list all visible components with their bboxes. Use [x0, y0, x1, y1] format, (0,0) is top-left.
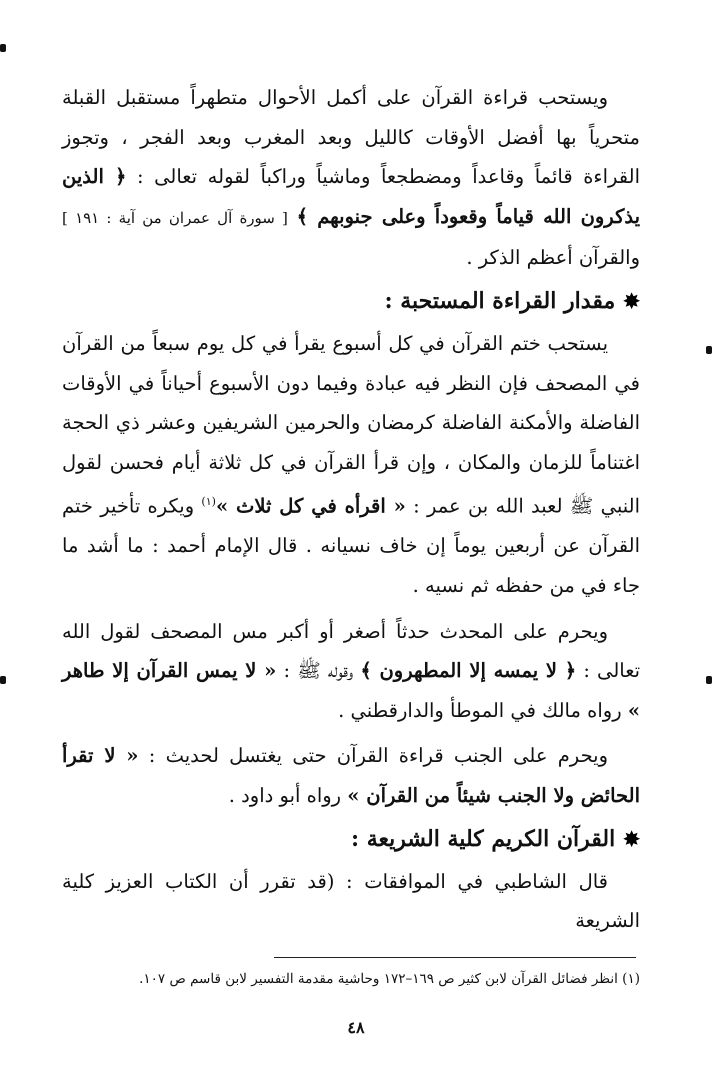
paragraph-recitation-etiquette — [62, 78, 640, 278]
paragraph-khatm — [62, 324, 640, 606]
paragraph-text: رواه مالك في الموطأ والدارقطني . — [338, 698, 622, 722]
hadith-quote: « لا يمس القرآن إلا طاهر » — [62, 659, 640, 722]
paragraph-shatibi — [62, 862, 640, 941]
paragraph-text: ويكره تأخير ختم القرآن عن أربعين يوماً إن خاف نسيانه . قال الإمام أحمد : ما أشد ما جاء في من حفظه ثم نسيه . — [62, 494, 640, 598]
paragraph-text: قال الشاطبي في الموافقات : (قد تقرر أن الكتاب العزيز كلية الشريعة — [62, 869, 640, 933]
paragraph-text: رواه أبو داود . — [228, 784, 342, 807]
paragraph-text: والقرآن أعظم الذكر . — [466, 246, 640, 270]
paragraph-text: ويحرم على المحدث حدثاً أصغر أو أكبر مس المصحف لقول الله تعالى : — [62, 619, 641, 683]
footnote-marker: (١) — [201, 495, 216, 509]
paragraph-text: يستحب ختم القرآن في كل أسبوع يقرأ في كل يوم سبعاً من القرآن في المصحف فإن النظر فيه عبادة وفيما دون الأسبوع أحياناً في الأوقات الفاضلة والأمكنة الفاضلة كرمضان والحرمين الشريفين وعشر ذي الحجة اغتناماً للزمان والمكان ، وإن قرأ القرآن في كل ثلاثة أيام فحسن لقول النبي ﷺ لعبد الله بن عمر : — [62, 331, 641, 518]
paragraph-text: ويستحب قراءة القرآن على أكمل الأحوال متطهراً مستقبل القبلة متحرياً بها أفضل الأوقات كالليل وبعد المغرب وبعد الفجر ، وتجوز القراءة قائماً وقاعداً ومضطجعاً وماشياً وراكباً لقوله تعالى : — [62, 86, 640, 189]
verse-reference: [ سورة آل عمران من آية : ١٩١ ] — [62, 208, 288, 227]
paragraph-touching-mushaf — [62, 612, 640, 731]
star-icon: ✸ — [623, 288, 640, 313]
section-heading-recitation-amount — [62, 278, 640, 324]
star-icon: ✸ — [623, 826, 640, 851]
scan-edge-mark — [706, 346, 712, 354]
hadith-quote: « لا تقرأ الحائض ولا الجنب شيئاً من القرآن » — [62, 744, 640, 807]
scan-edge-mark — [0, 676, 6, 684]
scan-edge-mark — [0, 44, 6, 52]
hadith-quote: « اقرأه في كل ثلاث » — [215, 494, 406, 518]
heading-text: مقدار القراءة المستحبة : — [384, 287, 616, 314]
quran-verse: ﴿ لا يمسه إلا المطهرون ﴾ — [360, 659, 577, 683]
page-body — [62, 78, 640, 941]
paragraph-text: ويحرم على الجنب قراءة القرآن حتى يغتسل لحديث : — [148, 744, 609, 768]
page-number: ٤٨ — [347, 1018, 365, 1037]
scan-edge-mark — [706, 676, 712, 684]
quran-verse: ﴿ الذين يذكرون الله قياماً وقعوداً وعلى جنوبهم ﴾ — [62, 165, 641, 228]
footnote-divider — [274, 957, 636, 958]
section-heading-quran-shariah — [62, 816, 640, 862]
footnote: (١) انظر فضائل القرآن لابن كثير ص ١٦٩–١٧٢ وحاشية مقدمة التفسير لابن قاسم ص ١٠٧. — [139, 971, 640, 987]
heading-text: القرآن الكريم كلية الشريعة : — [350, 825, 616, 852]
paragraph-junub — [62, 736, 640, 815]
paragraph-text: وقوله ﷺ : — [283, 659, 354, 683]
